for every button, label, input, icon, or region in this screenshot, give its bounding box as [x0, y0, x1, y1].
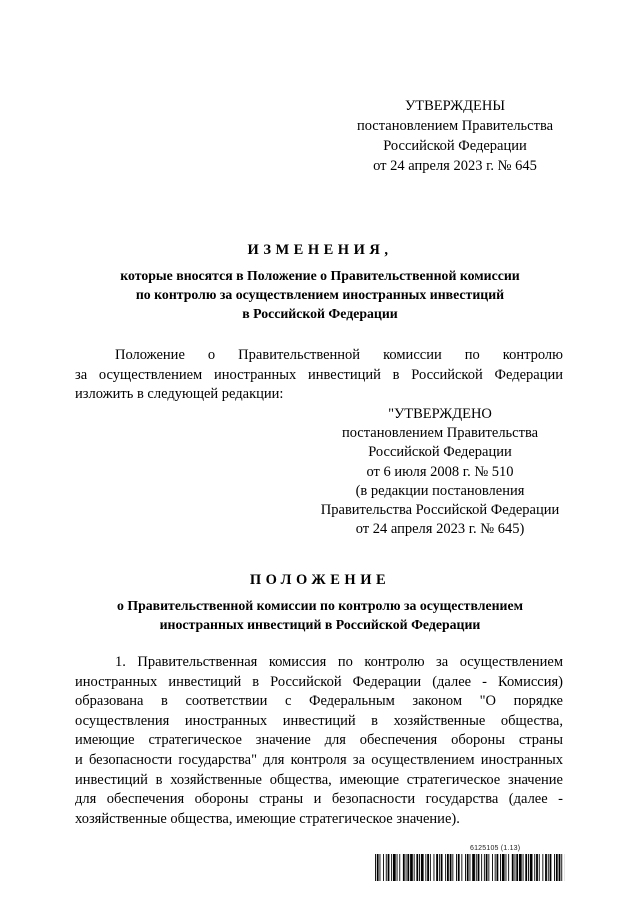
barcode-bar: [476, 854, 477, 881]
regulation-subtitle-line: о Правительственной комиссии по контролю за осуществлением: [116, 598, 523, 613]
paragraph-line: Положение о Правительственной комиссии по контролю: [115, 347, 563, 363]
barcode-bar: [458, 854, 460, 881]
barcode-bar: [456, 854, 457, 881]
barcode-bar: [383, 854, 384, 881]
paragraph-line: осуществления иностранных инвестиций в хозяйственные общества,: [75, 712, 563, 729]
barcode-bar: [508, 854, 509, 881]
barcode-bar: [478, 854, 480, 881]
barcode-bar: [407, 854, 409, 881]
barcode-bar: [559, 854, 561, 881]
barcode-bar: [470, 854, 471, 881]
paragraph-line: инвестиций в хозяйственные общества, имеющие стратегическое значение: [75, 771, 563, 788]
approval-header-line: УТВЕРЖДЕНЫ: [404, 98, 506, 114]
barcode-bar: [410, 854, 413, 881]
barcode-bar: [388, 854, 390, 881]
barcode-bar: [452, 854, 453, 881]
barcode-bar: [492, 854, 493, 881]
regulation-subtitle: [60, 596, 580, 634]
barcode-bar: [481, 854, 482, 881]
barcode-bar: [445, 854, 446, 881]
barcode-bar: [425, 854, 426, 881]
barcode-bar: [536, 854, 538, 881]
quoted-approval-line: от 24 апреля 2023 г. № 645): [355, 521, 525, 538]
barcode-bar: [436, 854, 438, 881]
paragraph-line: образована в соответствии с Федеральным законом "О порядке: [75, 693, 563, 710]
barcode-bar: [439, 854, 440, 881]
barcode-bar: [523, 854, 524, 881]
barcode-bar: [502, 854, 505, 881]
regulation-subtitle-line: иностранных инвестиций в Российской Федерации: [159, 617, 481, 632]
quoted-approval-line: Российской Федерации: [368, 444, 512, 461]
barcode-bar: [450, 854, 452, 881]
barcode-bar: [393, 854, 396, 881]
barcode-bar: [419, 854, 420, 881]
barcode-bar: [465, 854, 466, 881]
barcode-bar: [497, 854, 499, 881]
barcode-bar: [421, 854, 424, 881]
approval-header-line: постановлением Правительства: [356, 118, 554, 134]
barcode-icon: [375, 854, 565, 881]
barcode-bar: [397, 854, 398, 881]
barcode-bar: [519, 854, 522, 881]
barcode-bar: [530, 854, 533, 881]
barcode-bar: [545, 854, 547, 881]
barcode-bar: [539, 854, 540, 881]
quoted-approval-line: постановлением Правительства: [341, 425, 539, 442]
changes-subtitle-line: которые вносятся в Положение о Правительственной комиссии: [120, 268, 520, 283]
quoted-approval: [300, 405, 580, 539]
barcode-bar: [472, 854, 475, 881]
paragraph-line: за осуществлением иностранных инвестиций в Российской Федерации: [75, 366, 563, 383]
barcode-bar: [399, 854, 400, 881]
barcode-bar: [512, 854, 514, 881]
barcode-bar: [506, 854, 507, 881]
barcode-bar: [561, 854, 562, 881]
barcode-bar: [403, 854, 405, 881]
changes-subtitle-line: в Российской Федерации: [242, 306, 398, 321]
quoted-approval-line: (в редакции постановления: [355, 482, 525, 499]
approval-header: [340, 96, 570, 176]
quoted-approval-line: от 6 июля 2008 г. № 510: [366, 463, 514, 480]
barcode-bar: [467, 854, 469, 881]
barcode-bar: [380, 854, 381, 881]
changes-subtitle-line: по контролю за осуществлением иностранных инвестиций: [135, 287, 505, 302]
paragraph-line: хозяйственные общества, имеющие стратегическое значение).: [75, 810, 460, 827]
intro-paragraph: [75, 346, 563, 405]
barcode-bar: [434, 854, 435, 881]
changes-title: ИЗМЕНЕНИЯ,: [247, 242, 393, 258]
quoted-approval-line: "УТВЕРЖДЕНО: [388, 406, 492, 422]
clause-1: [75, 653, 563, 829]
paragraph-line: изложить в следующей редакции:: [75, 386, 284, 403]
barcode-bar: [550, 854, 552, 881]
barcode-bar: [515, 854, 516, 881]
barcode-bar: [391, 854, 392, 881]
barcode-bar: [495, 854, 496, 881]
barcode-bar: [430, 854, 431, 881]
paragraph-line: для обеспечения обороны страны и безопасности государства (далее -: [75, 791, 563, 808]
barcode-bar: [486, 854, 488, 881]
changes-subtitle: [60, 266, 580, 323]
barcode-bar: [554, 854, 555, 881]
barcode-bar: [556, 854, 558, 881]
barcode-bar: [500, 854, 501, 881]
document-code: 6125105 (1.13): [470, 845, 521, 852]
barcode-bar: [386, 854, 387, 881]
approval-header-line: от 24 апреля 2023 г. № 645: [373, 158, 537, 174]
barcode-bar: [548, 854, 549, 881]
paragraph-line: иностранных инвестиций в Российской Федерации (далее - Комиссия): [75, 673, 563, 690]
paragraph-line: имеющие стратегическое значение для обеспечения обороны страны: [75, 732, 563, 749]
regulation-title: ПОЛОЖЕНИЕ: [249, 572, 391, 588]
barcode-bar: [427, 854, 429, 881]
barcode-bar: [484, 854, 485, 881]
approval-header-line: Российской Федерации: [383, 138, 527, 154]
barcode-bar: [488, 854, 489, 881]
barcode-bar: [516, 854, 518, 881]
barcode-bar: [375, 854, 376, 881]
barcode-bar: [406, 854, 407, 881]
barcode-bar: [461, 854, 462, 881]
barcode-bar: [414, 854, 415, 881]
barcode-bar: [377, 854, 379, 881]
barcode-bar: [447, 854, 449, 881]
barcode-bar: [534, 854, 535, 881]
barcode-bar: [528, 854, 529, 881]
paragraph-line: и безопасности государства" для контроля за осуществлением иностранных: [75, 751, 563, 768]
paragraph-line: 1. Правительственная комиссия по контролю за осуществлением: [115, 654, 563, 670]
barcode-bar: [416, 854, 418, 881]
barcode-bar: [542, 854, 543, 881]
barcode-bar: [525, 854, 527, 881]
barcode-bar: [441, 854, 443, 881]
quoted-approval-line: Правительства Российской Федерации: [320, 502, 560, 519]
